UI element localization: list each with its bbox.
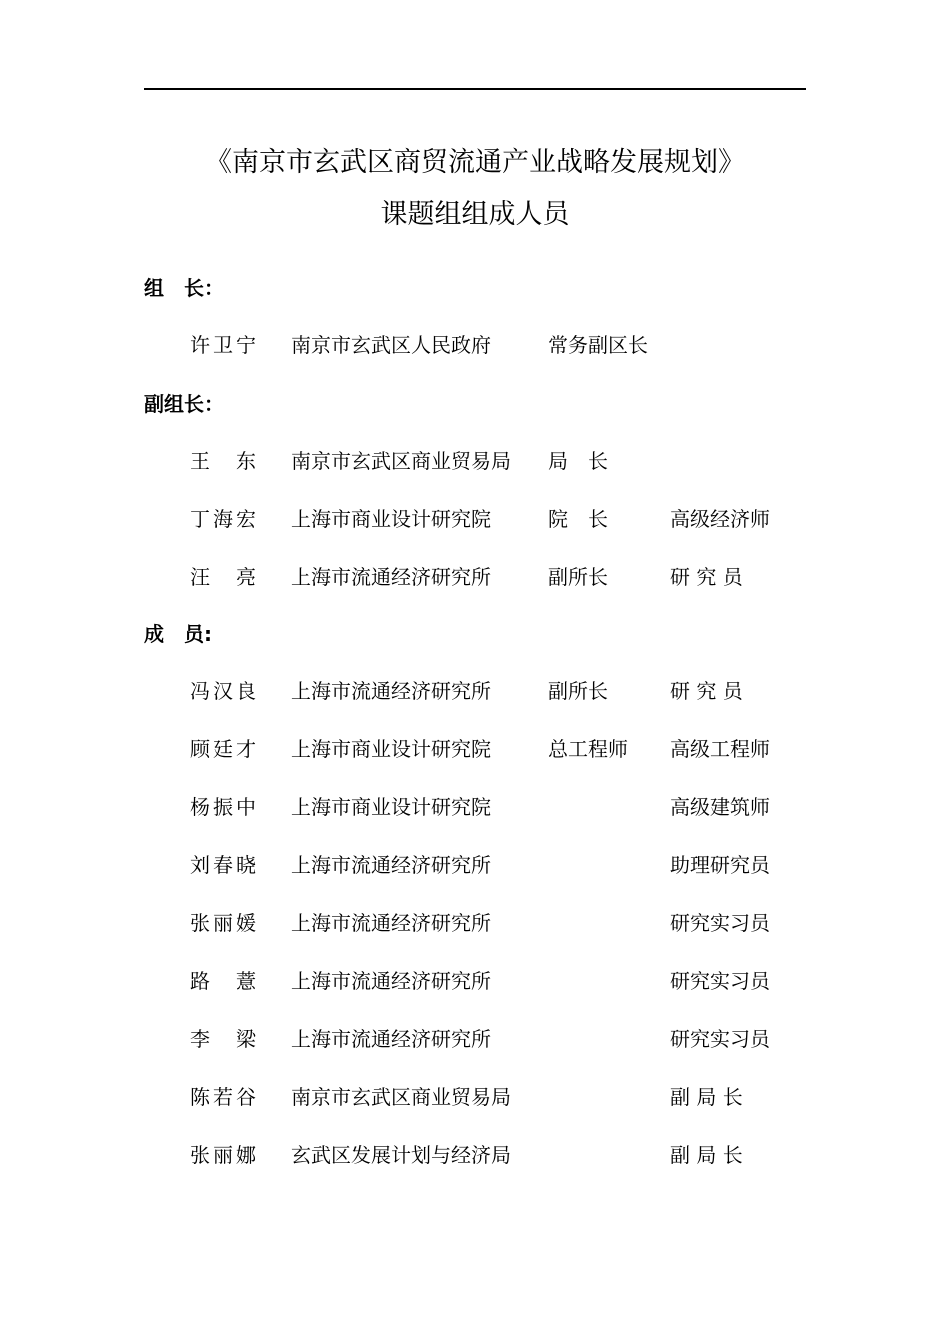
member-row	[0, 850, 950, 880]
member-position: 院 长	[548, 507, 608, 531]
document-subtitle: 课题组组成人员	[380, 199, 570, 230]
member-row	[0, 966, 950, 996]
member-name: 王东	[190, 449, 256, 473]
member-name: 冯汉良	[190, 679, 256, 703]
section-label-members: 成 员:	[144, 622, 212, 646]
member-title: 高级工程师	[670, 737, 770, 761]
member-row	[0, 1024, 950, 1054]
member-title: 研究实习员	[670, 1027, 770, 1051]
member-row	[0, 504, 950, 534]
member-position: 局 长	[548, 449, 608, 473]
member-organization: 上海市商业设计研究院	[291, 795, 491, 819]
member-name: 汪亮	[190, 565, 256, 589]
member-organization: 上海市流通经济研究所	[291, 565, 491, 589]
member-name: 丁海宏	[190, 507, 256, 531]
member-row	[0, 1140, 950, 1170]
member-name: 李梁	[190, 1027, 256, 1051]
member-position: 总工程师	[548, 737, 628, 761]
member-title: 研 究 员	[670, 565, 743, 589]
member-organization: 南京市玄武区商业贸易局	[291, 449, 511, 473]
member-row	[0, 792, 950, 822]
member-position: 常务副区长	[548, 333, 648, 357]
member-position: 副所长	[548, 679, 608, 703]
member-title: 研 究 员	[670, 679, 743, 703]
member-organization: 上海市流通经济研究所	[291, 679, 491, 703]
member-organization: 上海市流通经济研究所	[291, 853, 491, 877]
header-rule	[144, 88, 806, 90]
member-name: 陈若谷	[190, 1085, 256, 1109]
member-row	[0, 908, 950, 938]
member-title: 高级经济师	[670, 507, 770, 531]
member-name: 许卫宁	[190, 333, 256, 357]
member-name: 张丽媛	[190, 911, 256, 935]
member-row	[0, 562, 950, 592]
member-organization: 上海市流通经济研究所	[291, 969, 491, 993]
section-label-deputy: 副组长：	[144, 392, 224, 416]
member-title: 研究实习员	[670, 911, 770, 935]
member-name: 路薏	[190, 969, 256, 993]
member-name: 刘春晓	[190, 853, 256, 877]
member-name: 顾廷才	[190, 737, 256, 761]
member-organization: 上海市流通经济研究所	[291, 911, 491, 935]
member-organization: 南京市玄武区商业贸易局	[291, 1085, 511, 1109]
member-organization: 南京市玄武区人民政府	[291, 333, 491, 357]
member-name: 杨振中	[190, 795, 256, 819]
member-organization: 上海市商业设计研究院	[291, 507, 491, 531]
member-name: 张丽娜	[190, 1143, 256, 1167]
section-label-leader: 组 长：	[144, 276, 224, 300]
member-row	[0, 1082, 950, 1112]
member-position: 副所长	[548, 565, 608, 589]
member-organization: 上海市流通经济研究所	[291, 1027, 491, 1051]
member-title: 副 局 长	[670, 1085, 743, 1109]
member-title: 研究实习员	[670, 969, 770, 993]
member-row	[0, 330, 950, 360]
member-organization: 上海市商业设计研究院	[291, 737, 491, 761]
member-row	[0, 676, 950, 706]
member-title: 副 局 长	[670, 1143, 743, 1167]
member-title: 高级建筑师	[670, 795, 770, 819]
member-row	[0, 446, 950, 476]
member-title: 助理研究员	[670, 853, 770, 877]
member-organization: 玄武区发展计划与经济局	[291, 1143, 511, 1167]
member-row	[0, 734, 950, 764]
document-title: 《南京市玄武区商贸流通产业战略发展规划》	[205, 147, 745, 178]
